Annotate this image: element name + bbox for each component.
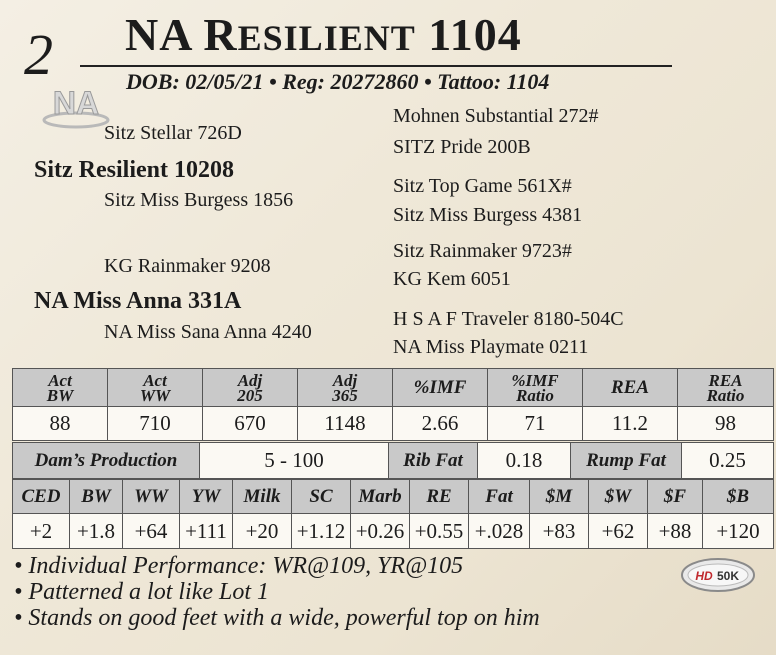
header-rea: REA <box>583 369 678 407</box>
dams-production-value: 5 - 100 <box>200 443 389 479</box>
epd-value-ced: +2 <box>13 514 70 549</box>
pedigree-right-2: SITZ Pride 200B <box>393 136 531 158</box>
sire-name: Sitz Resilient 10208 <box>34 157 234 183</box>
epd-header-m: $M <box>530 480 589 514</box>
rib-fat-value: 0.18 <box>478 443 571 479</box>
rump-fat-value: 0.25 <box>682 443 774 479</box>
na-logo-icon <box>40 80 112 130</box>
epd-header-milk: Milk <box>233 480 292 514</box>
value-rea-ratio: 98 <box>678 407 774 441</box>
value-adj-205: 670 <box>203 407 298 441</box>
dams-production-label: Dam’s Production <box>13 443 200 479</box>
epd-header-marb: Marb <box>351 480 410 514</box>
performance-value-row <box>13 407 774 441</box>
sire-sire: Sitz Stellar 726D <box>104 122 242 144</box>
pedigree-right-3: Sitz Top Game 561X# <box>393 175 572 197</box>
header-act-bw: Act BW <box>13 369 108 407</box>
dam-sire: KG Rainmaker 9208 <box>104 255 271 277</box>
epd-header-yw: YW <box>180 480 233 514</box>
performance-header-row <box>13 369 774 407</box>
value-imf-ratio: 71 <box>488 407 583 441</box>
epd-header-bw: BW <box>70 480 123 514</box>
badge-prefix: HD <box>695 569 713 583</box>
epd-header-b: $B <box>703 480 774 514</box>
performance-table <box>12 368 774 441</box>
epd-header-w: $W <box>589 480 648 514</box>
dam-dam: NA Miss Sana Anna 4240 <box>104 321 312 343</box>
value-act-ww: 710 <box>108 407 203 441</box>
value-rea: 11.2 <box>583 407 678 441</box>
header-imf: %IMF <box>393 369 488 407</box>
epd-header-ced: CED <box>13 480 70 514</box>
pedigree-right-7: H S A F Traveler 8180-504C <box>393 308 624 330</box>
epd-value-row <box>13 514 774 549</box>
epd-table <box>12 479 774 549</box>
epd-value-b: +120 <box>703 514 774 549</box>
animal-title <box>125 9 522 60</box>
epd-value-w: +62 <box>589 514 648 549</box>
dams-production-table <box>12 442 774 479</box>
epd-header-ww: WW <box>123 480 180 514</box>
lot-number: 2 <box>24 22 53 87</box>
epd-header-fat: Fat <box>469 480 530 514</box>
pedigree-right-4: Sitz Miss Burgess 4381 <box>393 204 583 226</box>
logo-text: NA <box>52 85 100 121</box>
epd-header-re: RE <box>410 480 469 514</box>
epd-value-milk: +20 <box>233 514 292 549</box>
header-adj-205: Adj 205 <box>203 369 298 407</box>
epd-value-fat: +.028 <box>469 514 530 549</box>
epd-value-sc: +1.12 <box>292 514 351 549</box>
epd-value-m: +83 <box>530 514 589 549</box>
epd-value-marb: +0.26 <box>351 514 410 549</box>
header-adj-365: Adj 365 <box>298 369 393 407</box>
epd-value-re: +0.55 <box>410 514 469 549</box>
dam-name: NA Miss Anna 331A <box>34 288 242 314</box>
title-name-rest: ESILIENT <box>237 18 416 58</box>
badge-suffix: 50K <box>716 569 740 583</box>
registration-line: DOB: 02/05/21 • Reg: 20272860 • Tattoo: 1104 <box>126 69 550 94</box>
title-number: 1104 <box>428 9 522 60</box>
notes-list <box>14 553 540 631</box>
pedigree-right-1: Mohnen Substantial 272# <box>393 105 599 127</box>
value-adj-365: 1148 <box>298 407 393 441</box>
rump-fat-label: Rump Fat <box>571 443 682 479</box>
header-act-ww: Act WW <box>108 369 203 407</box>
epd-header-sc: SC <box>292 480 351 514</box>
epd-header-row <box>13 480 774 514</box>
sire-dam: Sitz Miss Burgess 1856 <box>104 189 294 211</box>
value-act-bw: 88 <box>13 407 108 441</box>
note-item: • Stands on good feet with a wide, powerful top on him <box>14 605 540 631</box>
epd-value-f: +88 <box>648 514 703 549</box>
dams-production-row <box>13 443 774 479</box>
value-imf: 2.66 <box>393 407 488 441</box>
epd-value-bw: +1.8 <box>70 514 123 549</box>
hd50k-badge-icon <box>680 557 756 593</box>
epd-value-yw: +111 <box>180 514 233 549</box>
pedigree-right-5: Sitz Rainmaker 9723# <box>393 240 572 262</box>
pedigree-right-8: NA Miss Playmate 0211 <box>393 336 589 358</box>
title-rule <box>80 65 672 67</box>
title-name-cap: R <box>203 9 238 60</box>
epd-value-ww: +64 <box>123 514 180 549</box>
rib-fat-label: Rib Fat <box>389 443 478 479</box>
pedigree-right-6: KG Kem 6051 <box>393 268 511 290</box>
note-item: • Individual Performance: WR@109, YR@105 <box>14 553 464 579</box>
epd-header-f: $F <box>648 480 703 514</box>
header-rea-ratio: REA Ratio <box>678 369 774 407</box>
header-imf-ratio: %IMF Ratio <box>488 369 583 407</box>
title-prefix: NA <box>125 9 191 60</box>
note-item: • Patterned a lot like Lot 1 <box>14 579 270 605</box>
